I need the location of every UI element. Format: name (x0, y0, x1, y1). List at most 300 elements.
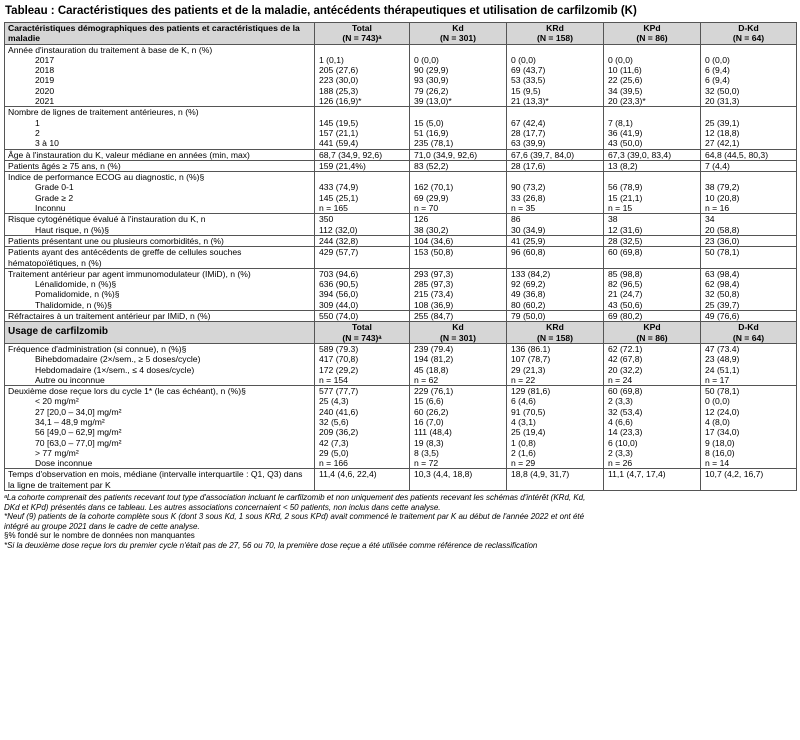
cell-value: 129 (81,6) (507, 386, 604, 397)
cell-value: 90 (29,9) (410, 65, 507, 75)
cell-value: 63 (39,9) (507, 138, 604, 149)
cell-value: 23 (48,9) (701, 354, 797, 364)
cell-value: 136 (86.1) (507, 343, 604, 354)
cell-value: 25 (39,7) (701, 300, 797, 311)
table-row (5, 448, 797, 458)
cell-value: 30 (34,9) (507, 225, 604, 236)
table-row (5, 118, 797, 128)
row-label: 34,1 – 48,9 mg/m² (5, 417, 315, 427)
header-col-n: (N = 301) (439, 332, 477, 343)
header-col (315, 23, 410, 45)
table-row (5, 311, 797, 322)
table-row (5, 86, 797, 96)
header-col-n: (N = 743)ᵃ (342, 332, 382, 343)
cell-value: n = 24 (604, 375, 701, 386)
header-col (315, 322, 410, 344)
cell-value: 49 (36,8) (507, 289, 604, 299)
cell-value: 7 (4,4) (701, 160, 797, 171)
cell-value: 4 (3,1) (507, 417, 604, 427)
cell-value: n = 154 (315, 375, 410, 386)
row-label: Deuxième dose reçue lors du cycle 1* (le cas échéant), n (%)§ (5, 386, 315, 397)
cell-value: 93 (30,9) (410, 75, 507, 85)
table-row (5, 469, 797, 491)
cell-value (315, 44, 410, 55)
cell-value: 433 (74,9) (315, 182, 410, 192)
cell-value: 194 (81,2) (410, 354, 507, 364)
cell-value: 255 (84,7) (410, 311, 507, 322)
cell-value: 91 (70,5) (507, 407, 604, 417)
cell-value: n = 15 (604, 203, 701, 214)
cell-value: 285 (97,3) (410, 279, 507, 289)
table-row (5, 65, 797, 75)
cell-value: 38 (30,2) (410, 225, 507, 236)
cell-value: 15 (21,1) (604, 193, 701, 203)
table-row (5, 386, 797, 397)
cell-value: 6 (9,4) (701, 75, 797, 85)
cell-value: n = 22 (507, 375, 604, 386)
row-label: Bihebdomadaire (2×/sem., ≥ 5 doses/cycle) (5, 354, 315, 364)
cell-value: 49 (76,6) (701, 311, 797, 322)
cell-value: 10,7 (4,2, 16,7) (701, 469, 797, 491)
table-row (5, 289, 797, 299)
cell-value: 36 (41,9) (604, 128, 701, 138)
table-row (5, 75, 797, 85)
cell-value: 9 (18,0) (701, 438, 797, 448)
cell-value: 215 (73,4) (410, 289, 507, 299)
header-col-n: (N = 743)ᵃ (342, 33, 382, 44)
cell-value: 394 (56,0) (315, 289, 410, 299)
cell-value: 33 (26,8) (507, 193, 604, 203)
header-col-n: (N = 86) (636, 33, 668, 44)
table-row (5, 300, 797, 311)
cell-value: n = 17 (701, 375, 797, 386)
table-row (5, 182, 797, 192)
table-row (5, 268, 797, 279)
cell-value: n = 166 (315, 458, 410, 469)
cell-value: 38 (79,2) (701, 182, 797, 192)
table-row (5, 279, 797, 289)
cell-value: 0 (0,0) (604, 55, 701, 65)
cell-value: 69 (29,9) (410, 193, 507, 203)
cell-value: 107 (78,7) (507, 354, 604, 364)
cell-value: 60 (69,8) (604, 247, 701, 269)
table-row (5, 407, 797, 417)
cell-value: 6 (10,0) (604, 438, 701, 448)
cell-value: 27 (42,1) (701, 138, 797, 149)
row-label: 2020 (5, 86, 315, 96)
header-row (5, 23, 797, 45)
table-row (5, 44, 797, 55)
cell-value: 8 (3,5) (410, 448, 507, 458)
header-col (507, 322, 604, 344)
cell-value (410, 107, 507, 118)
cell-value: 7 (8,1) (604, 118, 701, 128)
cell-value: 350 (315, 214, 410, 225)
header-col-name: KPd (643, 23, 661, 33)
header-row (5, 322, 797, 344)
row-label: < 20 mg/m² (5, 396, 315, 406)
cell-value: 28 (17,7) (507, 128, 604, 138)
row-label: Lénalidomide, n (%)§ (5, 279, 315, 289)
table-row (5, 417, 797, 427)
cell-value: 24 (51,1) (701, 365, 797, 375)
cell-value: 63 (98,4) (701, 268, 797, 279)
header-col-name: KPd (643, 322, 661, 333)
row-label: 56 [49,0 – 62,9] mg/m² (5, 427, 315, 437)
cell-value: 239 (79.4) (410, 343, 507, 354)
cell-value: 38 (604, 214, 701, 225)
cell-value: 20 (31,3) (701, 96, 797, 107)
cell-value: 2 (1,6) (507, 448, 604, 458)
header-label: Caractéristiques démographiques des patients et caractéristiques de la maladie (5, 23, 315, 45)
table-row (5, 193, 797, 203)
cell-value: 145 (19,5) (315, 118, 410, 128)
cell-value: 69 (43,7) (507, 65, 604, 75)
cell-value: 104 (34,6) (410, 235, 507, 246)
cell-value: 43 (50,0) (604, 138, 701, 149)
cell-value: 589 (79.3) (315, 343, 410, 354)
cell-value (507, 172, 604, 183)
header-col (507, 23, 604, 45)
cell-value: 10 (20,8) (701, 193, 797, 203)
cell-value: 79 (26,2) (410, 86, 507, 96)
cell-value: n = 165 (315, 203, 410, 214)
cell-value: n = 26 (604, 458, 701, 469)
header-col-name: D-Kd (738, 322, 759, 333)
table-row (5, 203, 797, 214)
row-label: > 77 mg/m² (5, 448, 315, 458)
footnotes (4, 493, 796, 551)
header-col-name: Total (352, 322, 372, 333)
cell-value: 56 (78,9) (604, 182, 701, 192)
cell-value: 25 (39,1) (701, 118, 797, 128)
cell-value: 4 (8,0) (701, 417, 797, 427)
cell-value: 69 (80,2) (604, 311, 701, 322)
cell-value: 240 (41,6) (315, 407, 410, 417)
header-col-name: KRd (546, 23, 564, 33)
cell-value: n = 35 (507, 203, 604, 214)
cell-value (604, 172, 701, 183)
cell-value: 34 (39,5) (604, 86, 701, 96)
cell-value: 636 (90,5) (315, 279, 410, 289)
cell-value: 441 (59,4) (315, 138, 410, 149)
table-row (5, 107, 797, 118)
cell-value: 429 (57,7) (315, 247, 410, 269)
cell-value: 157 (21,1) (315, 128, 410, 138)
cell-value: 43 (50,6) (604, 300, 701, 311)
cell-value (507, 44, 604, 55)
row-label: 2021 (5, 96, 315, 107)
row-label: Pomalidomide, n (%)§ (5, 289, 315, 299)
header-col-n: (N = 64) (732, 33, 765, 44)
cell-value: 71,0 (34,9, 92,6) (410, 149, 507, 160)
row-label: Thalidomide, n (%)§ (5, 300, 315, 311)
cell-value: 1 (0,8) (507, 438, 604, 448)
cell-value: 20 (23,3)* (604, 96, 701, 107)
cell-value: 6 (9,4) (701, 65, 797, 75)
cell-value: 22 (25,6) (604, 75, 701, 85)
cell-value: n = 70 (410, 203, 507, 214)
header-col (604, 23, 701, 45)
cell-value: 8 (16,0) (701, 448, 797, 458)
cell-value: 86 (507, 214, 604, 225)
cell-value: 67,6 (39,7, 84,0) (507, 149, 604, 160)
cell-value: 172 (29,2) (315, 365, 410, 375)
cell-value (315, 107, 410, 118)
cell-value: 126 (410, 214, 507, 225)
cell-value: 79 (50,0) (507, 311, 604, 322)
table-row (5, 247, 797, 269)
row-label: Risque cytogénétique évalué à l'instauration du K, n (5, 214, 315, 225)
row-label: 1 (5, 118, 315, 128)
cell-value (701, 172, 797, 183)
cell-value: 108 (36,9) (410, 300, 507, 311)
cell-value: 133 (84,2) (507, 268, 604, 279)
cell-value: 32 (50,8) (701, 289, 797, 299)
cell-value: 28 (17,6) (507, 160, 604, 171)
cell-value: 17 (34,0) (701, 427, 797, 437)
cell-value: 50 (78,1) (701, 386, 797, 397)
cell-value: 62 (98,4) (701, 279, 797, 289)
cell-value: 111 (48,4) (410, 427, 507, 437)
row-label: Traitement antérieur par agent immunomodulateur (IMiD), n (%) (5, 268, 315, 279)
cell-value: n = 14 (701, 458, 797, 469)
header-col (410, 322, 507, 344)
row-label: 27 [20,0 – 34,0] mg/m² (5, 407, 315, 417)
row-label: Dose inconnue (5, 458, 315, 469)
cell-value (701, 44, 797, 55)
cell-value: 60 (26,2) (410, 407, 507, 417)
table-row (5, 138, 797, 149)
cell-value: 83 (52,2) (410, 160, 507, 171)
table-row (5, 235, 797, 246)
header-col-n: (N = 301) (439, 33, 477, 44)
row-label: 2019 (5, 75, 315, 85)
row-label: Hebdomadaire (1×/sem., ≤ 4 doses/cycle) (5, 365, 315, 375)
cell-value: 15 (9,5) (507, 86, 604, 96)
cell-value: 85 (98,8) (604, 268, 701, 279)
cell-value: 15 (5,0) (410, 118, 507, 128)
cell-value: 2 (3,3) (604, 396, 701, 406)
table-row (5, 375, 797, 386)
cell-value: 21 (13,3)* (507, 96, 604, 107)
row-label: 70 [63,0 – 77,0] mg/m² (5, 438, 315, 448)
cell-value: 1 (0,1) (315, 55, 410, 65)
data-table (4, 22, 797, 491)
cell-value: 188 (25,3) (315, 86, 410, 96)
cell-value: 145 (25,1) (315, 193, 410, 203)
cell-value: n = 72 (410, 458, 507, 469)
row-label: 3 à 10 (5, 138, 315, 149)
row-label: Fréquence d'administration (si connue), n (%)§ (5, 343, 315, 354)
header-label: Usage de carfilzomib (5, 322, 315, 344)
header-col-name: D-Kd (738, 23, 759, 33)
table-row (5, 149, 797, 160)
cell-value: 29 (21,3) (507, 365, 604, 375)
cell-value: 112 (32,0) (315, 225, 410, 236)
row-label: Inconnu (5, 203, 315, 214)
table-row (5, 128, 797, 138)
cell-value: 13 (8,2) (604, 160, 701, 171)
cell-value: 47 (73.4) (701, 343, 797, 354)
cell-value: 162 (70,1) (410, 182, 507, 192)
cell-value: 60 (69,8) (604, 386, 701, 397)
row-label: Patients ayant des antécédents de greffe de cellules souches hématopoïétiques, n (%) (5, 247, 315, 269)
cell-value: 67 (42,4) (507, 118, 604, 128)
cell-value: 42 (67,8) (604, 354, 701, 364)
row-label: Réfractaires à un traitement antérieur par IMiD, n (%) (5, 311, 315, 322)
cell-value: 153 (50,8) (410, 247, 507, 269)
cell-value: 4 (6,6) (604, 417, 701, 427)
cell-value: 0 (0,0) (701, 396, 797, 406)
cell-value: 32 (53,4) (604, 407, 701, 417)
cell-value: n = 16 (701, 203, 797, 214)
cell-value (410, 44, 507, 55)
cell-value (604, 107, 701, 118)
cell-value: 41 (25,9) (507, 235, 604, 246)
header-col (701, 322, 797, 344)
cell-value: 34 (701, 214, 797, 225)
cell-value: 229 (76,1) (410, 386, 507, 397)
header-col (701, 23, 797, 45)
cell-value: 90 (73,2) (507, 182, 604, 192)
table-row (5, 438, 797, 448)
cell-value: 205 (27,6) (315, 65, 410, 75)
row-label: Indice de performance ECOG au diagnostic, n (%)§ (5, 172, 315, 183)
cell-value: 550 (74,0) (315, 311, 410, 322)
row-label: Autre ou inconnue (5, 375, 315, 386)
cell-value: 577 (77,7) (315, 386, 410, 397)
cell-value: 703 (94,6) (315, 268, 410, 279)
cell-value: 32 (5,6) (315, 417, 410, 427)
cell-value: 10,3 (4,4, 18,8) (410, 469, 507, 491)
cell-value: 12 (18,8) (701, 128, 797, 138)
cell-value: 50 (78,1) (701, 247, 797, 269)
cell-value: 16 (7,0) (410, 417, 507, 427)
cell-value: 29 (5,0) (315, 448, 410, 458)
cell-value: 96 (60,8) (507, 247, 604, 269)
row-label: Grade ≥ 2 (5, 193, 315, 203)
cell-value: 223 (30,0) (315, 75, 410, 85)
cell-value: 0 (0,0) (701, 55, 797, 65)
cell-value: 209 (36,2) (315, 427, 410, 437)
row-label: 2018 (5, 65, 315, 75)
header-col (604, 322, 701, 344)
row-label: 2 (5, 128, 315, 138)
cell-value: 18,8 (4,9, 31,7) (507, 469, 604, 491)
table-row (5, 96, 797, 107)
table-row (5, 427, 797, 437)
table-body (5, 23, 797, 491)
cell-value: 10 (11,6) (604, 65, 701, 75)
cell-value: 45 (18,8) (410, 365, 507, 375)
table-row (5, 354, 797, 364)
row-label: Patients âgés ≥ 75 ans, n (%) (5, 160, 315, 171)
header-col-n: (N = 86) (636, 332, 668, 343)
header-col-name: Total (352, 23, 372, 33)
cell-value: 92 (69,2) (507, 279, 604, 289)
cell-value: 417 (70,8) (315, 354, 410, 364)
cell-value: 67,3 (39,0, 83,4) (604, 149, 701, 160)
footnote: *Neuf (9) patients de la cohorte complète sous K (dont 3 sous Kd, 1 sous KRd, 2 sous KPd) avait commencé le traitement par K au début de l'année 2022 et ont été (4, 512, 585, 522)
row-label: Haut risque, n (%)§ (5, 225, 315, 236)
cell-value: 126 (16,9)* (315, 96, 410, 107)
cell-value: 11,1 (4,7, 17,4) (604, 469, 701, 491)
row-label: Nombre de lignes de traitement antérieures, n (%) (5, 107, 315, 118)
table-row (5, 214, 797, 225)
table-row (5, 458, 797, 469)
header-col-name: Kd (452, 322, 464, 333)
header-col-n: (N = 64) (732, 332, 765, 343)
cell-value (315, 172, 410, 183)
row-label: Temps d'observation en mois, médiane (intervalle interquartile : Q1, Q3) dans la ligne de traitement par K (5, 469, 315, 491)
header-col-n: (N = 158) (536, 332, 574, 343)
cell-value: 25 (4,3) (315, 396, 410, 406)
table-row (5, 160, 797, 171)
table-row (5, 225, 797, 236)
cell-value: 244 (32,8) (315, 235, 410, 246)
header-col-name: Kd (452, 23, 464, 33)
header-col-n: (N = 158) (536, 33, 574, 44)
cell-value (507, 107, 604, 118)
cell-value: 51 (16,9) (410, 128, 507, 138)
table-row (5, 343, 797, 354)
cell-value: 23 (36,0) (701, 235, 797, 246)
cell-value: 12 (24,0) (701, 407, 797, 417)
cell-value: 19 (8,3) (410, 438, 507, 448)
cell-value: 14 (23,3) (604, 427, 701, 437)
cell-value: 20 (32,2) (604, 365, 701, 375)
cell-value: 62 (72.1) (604, 343, 701, 354)
cell-value: 15 (6,6) (410, 396, 507, 406)
cell-value (604, 44, 701, 55)
cell-value: 39 (13,0)* (410, 96, 507, 107)
cell-value: 82 (96,5) (604, 279, 701, 289)
cell-value: 159 (21,4%) (315, 160, 410, 171)
cell-value: 0 (0,0) (507, 55, 604, 65)
cell-value: 309 (44,0) (315, 300, 410, 311)
cell-value: 235 (78,1) (410, 138, 507, 149)
cell-value: 2 (3,3) (604, 448, 701, 458)
cell-value: 0 (0,0) (410, 55, 507, 65)
cell-value: 12 (31,6) (604, 225, 701, 236)
cell-value: 42 (7,3) (315, 438, 410, 448)
cell-value: 64,8 (44,5, 80,3) (701, 149, 797, 160)
cell-value: 21 (24,7) (604, 289, 701, 299)
cell-value: 293 (97,3) (410, 268, 507, 279)
cell-value: 28 (32,5) (604, 235, 701, 246)
cell-value: 11,4 (4,6, 22,4) (315, 469, 410, 491)
footnote: DKd et KPd) présentés dans ce tableau. Les autres associations concernaient < 50 patients, non inclus dans cette analyse. (4, 502, 441, 512)
row-label: 2017 (5, 55, 315, 65)
footnote: §% fondé sur le nombre de données non manquantes (4, 531, 195, 541)
cell-value (701, 107, 797, 118)
row-label: Année d'instauration du traitement à base de K, n (%) (5, 44, 315, 55)
cell-value: 6 (4,6) (507, 396, 604, 406)
footnote: ᵃLa cohorte comprenait des patients recevant tout type d'association incluant le carfilzomib et non uniquement des patients recevant les schémas d'intérêt (KRd, Kd, (4, 493, 586, 503)
footnote: *Si la deuxième dose reçue lors du premier cycle n'était pas de 27, 56 ou 70, la première dose reçue a été utilisée comme référence de reclassification (4, 541, 538, 551)
table-row (5, 172, 797, 183)
cell-value: 68,7 (34,9, 92,6) (315, 149, 410, 160)
cell-value (410, 172, 507, 183)
row-label: Patients présentant une ou plusieurs comorbidités, n (%) (5, 235, 315, 246)
table-row (5, 55, 797, 65)
row-label: Âge à l'instauration du K, valeur médiane en années (min, max) (5, 149, 315, 160)
footnote: intégré au groupe 2021 dans le cadre de cette analyse. (4, 521, 200, 531)
table-title: Tableau : Caractéristiques des patients et de la maladie, antécédents thérapeutiques et utilisation de carfilzomib (K) (5, 5, 637, 17)
table-row (5, 396, 797, 406)
table-row (5, 365, 797, 375)
